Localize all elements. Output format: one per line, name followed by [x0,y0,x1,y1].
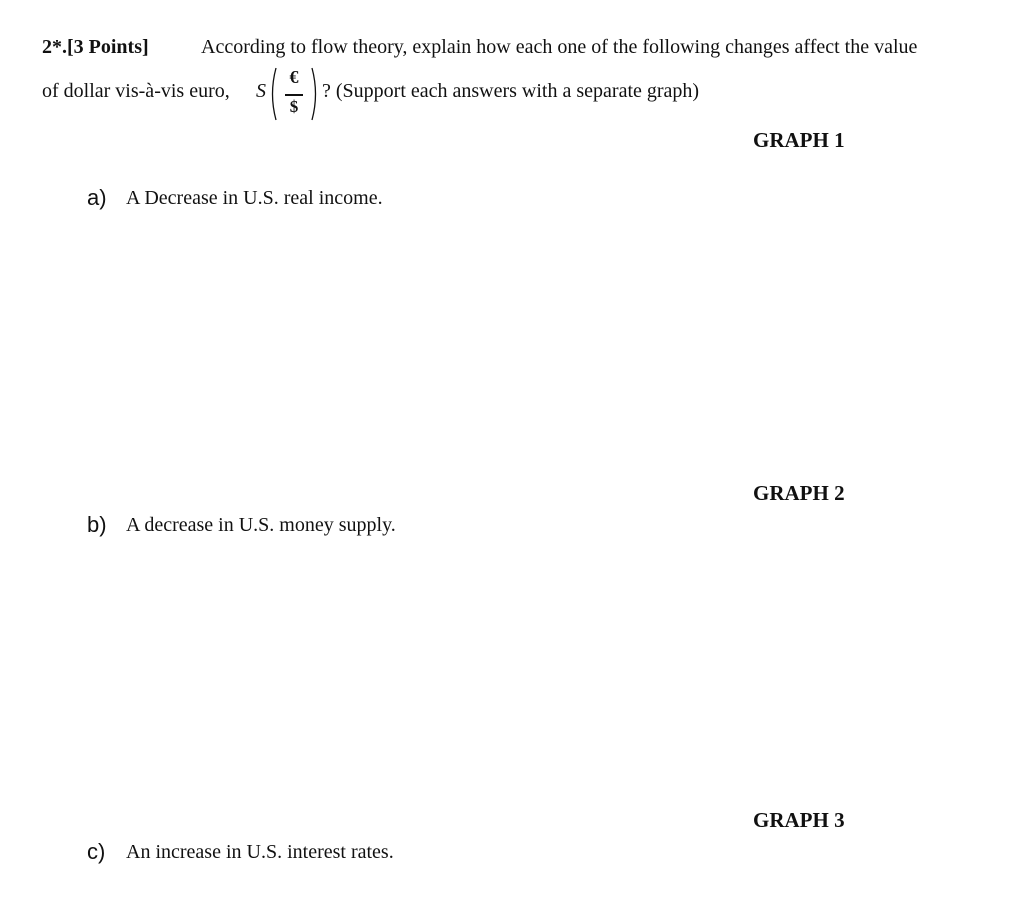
graph-3-label: GRAPH 3 [753,808,845,832]
question-line-2-suffix: ? (Support each answers with a separate graph) [322,80,700,102]
graph-1-label: GRAPH 1 [753,128,845,152]
fraction-denominator: $ [289,97,299,116]
graph-2-label: GRAPH 2 [753,481,845,505]
fraction-numerator: € [289,67,299,87]
item-a-letter: a) [87,185,107,210]
question-line-1: According to flow theory, explain how each one of the following changes affect the value [201,36,918,58]
question-number: 2*.[3 Points] [42,36,149,58]
item-b-letter: b) [87,512,107,537]
exchange-rate-fraction [268,66,320,122]
item-a-text: A Decrease in U.S. real income. [126,187,383,209]
item-c-text: An increase in U.S. interest rates. [126,841,394,863]
left-parenthesis [268,66,278,122]
right-parenthesis [310,66,320,122]
spot-rate-symbol: S [256,80,266,102]
fraction-bar [285,94,303,96]
item-b-text: A decrease in U.S. money supply. [126,514,396,536]
item-c-letter: c) [87,839,106,864]
question-line-2-prefix: of dollar vis-à-vis euro, [42,80,230,102]
